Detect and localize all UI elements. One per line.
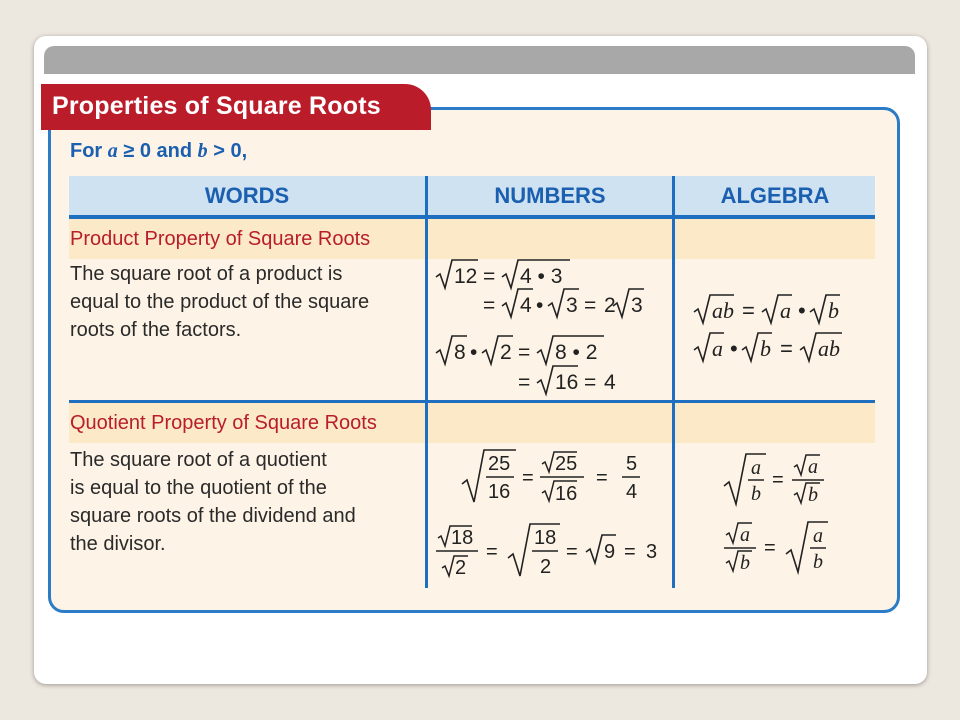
svg-text:2: 2 (604, 294, 616, 317)
svg-text:=: = (624, 541, 636, 563)
svg-text:=: = (772, 469, 784, 491)
quotient-algebra-formulas (720, 450, 840, 582)
condition-var-b: b (197, 140, 208, 162)
quotient-description (70, 446, 356, 558)
svg-text:=: = (518, 341, 531, 364)
quotient-numbers-formulas (432, 446, 670, 588)
svg-text:=: = (596, 467, 608, 489)
column-divider-1 (425, 176, 428, 588)
svg-text:8 • 2: 8 • 2 (555, 341, 598, 364)
product-description (70, 260, 369, 344)
product-algebra-formulas (690, 290, 870, 370)
condition-text (70, 140, 247, 163)
svg-text:2: 2 (500, 341, 512, 364)
condition-gt: > 0, (207, 140, 248, 162)
svg-text:3: 3 (566, 294, 578, 317)
svg-text:=: = (483, 265, 496, 288)
svg-text:25: 25 (555, 453, 578, 475)
svg-text:=: = (483, 294, 496, 317)
svg-text:b: b (828, 298, 839, 323)
svg-text:4: 4 (604, 371, 616, 394)
svg-text:=: = (522, 467, 534, 489)
svg-text:b: b (751, 483, 761, 505)
svg-text:=: = (780, 336, 793, 361)
product-numbers-formulas (430, 255, 670, 400)
header-words: WORDS (204, 183, 290, 208)
svg-text:a: a (808, 456, 818, 478)
svg-text:•: • (470, 341, 478, 364)
svg-text:18: 18 (534, 527, 557, 549)
svg-text:•: • (536, 294, 544, 317)
svg-text:18: 18 (451, 527, 474, 549)
quotient-description-line: the divisor. (70, 533, 166, 555)
svg-text:•: • (730, 336, 738, 361)
svg-text:=: = (486, 541, 498, 563)
svg-text:b: b (813, 551, 823, 573)
product-description-line: equal to the product of the square (70, 291, 370, 313)
svg-text:a: a (751, 457, 761, 479)
page-title: Properties of Square Roots (52, 92, 381, 120)
svg-text:3: 3 (631, 294, 643, 317)
condition-var-a: a (107, 140, 118, 162)
header-divider (69, 215, 875, 219)
svg-text:•: • (798, 298, 806, 323)
svg-text:b: b (760, 336, 771, 361)
svg-text:12: 12 (454, 265, 478, 288)
svg-text:4 • 3: 4 • 3 (520, 265, 563, 288)
svg-text:a: a (780, 298, 791, 323)
svg-text:5: 5 (626, 453, 638, 475)
header-numbers: NUMBERS (494, 183, 606, 208)
svg-text:4: 4 (626, 481, 638, 503)
svg-text:=: = (584, 371, 597, 394)
product-property-title: Product Property of Square Roots (70, 228, 371, 250)
row-divider (69, 400, 875, 403)
quotient-description-line: is equal to the quotient of the (70, 477, 327, 499)
svg-text:16: 16 (555, 371, 579, 394)
svg-text:=: = (584, 294, 597, 317)
svg-text:b: b (808, 484, 818, 506)
svg-text:2: 2 (540, 556, 552, 578)
svg-text:25: 25 (488, 453, 511, 475)
svg-text:3: 3 (646, 541, 658, 563)
svg-text:=: = (518, 371, 531, 394)
quotient-description-line: The square root of a quotient (70, 449, 327, 471)
column-divider-2 (672, 176, 675, 588)
svg-text:16: 16 (488, 481, 511, 503)
svg-text:=: = (566, 541, 578, 563)
product-description-line: The square root of a product is (70, 263, 343, 285)
svg-text:ab: ab (712, 298, 734, 323)
svg-text:b: b (740, 552, 750, 574)
condition-prefix: For (70, 140, 108, 162)
svg-text:a: a (712, 336, 723, 361)
svg-text:=: = (764, 537, 776, 559)
condition-ge: ≥ 0 and (117, 140, 198, 162)
svg-text:=: = (742, 298, 755, 323)
svg-text:2: 2 (455, 557, 467, 579)
svg-text:a: a (740, 524, 750, 546)
header-algebra: ALGEBRA (720, 183, 830, 208)
svg-text:ab: ab (818, 336, 840, 361)
quotient-description-line: square roots of the dividend and (70, 505, 356, 527)
slide-top-bar (44, 46, 915, 74)
svg-text:8: 8 (454, 341, 466, 364)
quotient-property-title: Quotient Property of Square Roots (70, 412, 377, 434)
svg-text:16: 16 (555, 483, 578, 505)
product-description-line: roots of the factors. (70, 319, 242, 341)
svg-text:9: 9 (604, 541, 616, 563)
svg-text:4: 4 (520, 294, 532, 317)
svg-text:a: a (813, 525, 823, 547)
